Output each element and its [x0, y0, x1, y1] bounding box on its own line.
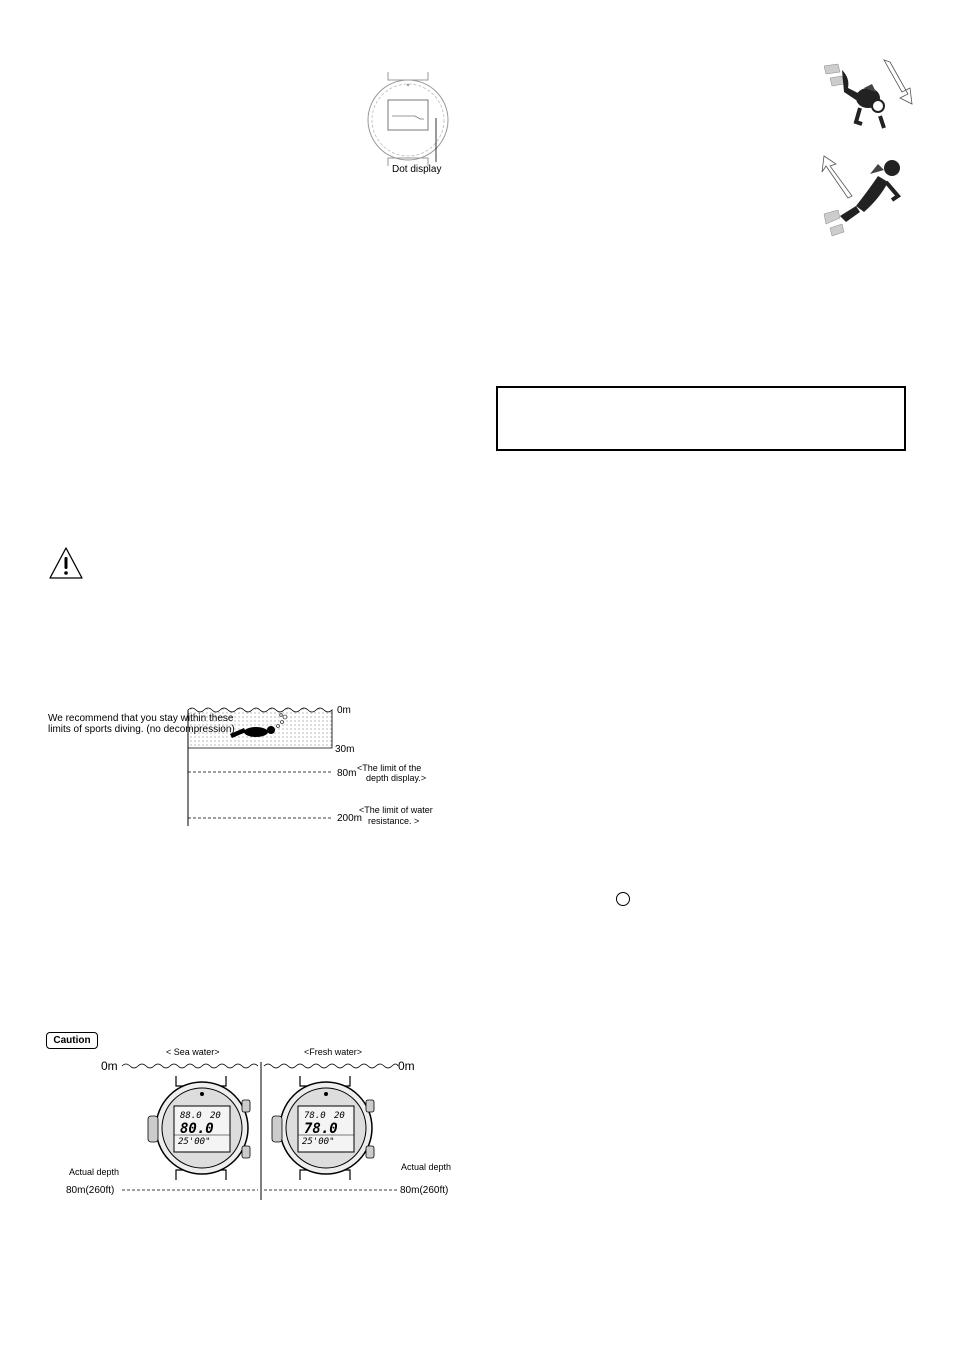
depth-80m-left-label: 80m(260ft) [66, 1185, 115, 1196]
water-resistance-limit-note-2: resistance. > [368, 816, 420, 826]
fresh-watch-dive-time: 25'00" [302, 1137, 335, 1147]
sea-watch-max-depth: 88.0 [180, 1111, 202, 1121]
caution-tag: Caution [46, 1032, 98, 1049]
recommend-line-1: We recommend that you stay within these [48, 713, 234, 724]
depth-display-limit-note-1: <The limit of the [357, 763, 422, 773]
depth-30m-label: 30m [335, 744, 355, 755]
water-resistance-limit-note-1: <The limit of water [359, 805, 433, 815]
zero-depth-left: 0m [101, 1059, 118, 1073]
sea-watch-dive-time: 25'00" [178, 1137, 211, 1147]
dot-display-label: Dot display [392, 164, 442, 175]
depth-display-limit-note-2: depth display.> [366, 773, 427, 783]
sea-watch-current-depth: 80.0 [180, 1121, 214, 1137]
recommend-line-2: limits of sports diving. (no decompression) [48, 724, 235, 735]
fresh-watch-temperature: 20 [334, 1111, 345, 1121]
actual-depth-left-label: Actual depth [69, 1167, 120, 1177]
actual-depth-right-label: Actual depth [401, 1162, 452, 1172]
fresh-watch-max-depth: 78.0 [304, 1111, 326, 1121]
sea-water-label: < Sea water> [166, 1047, 220, 1057]
sea-watch-temperature: 20 [210, 1111, 221, 1121]
depth-80m-right-label: 80m(260ft) [400, 1185, 449, 1196]
depth-200m-label: 200m [337, 813, 363, 824]
fresh-watch-current-depth: 78.0 [304, 1121, 338, 1137]
zero-depth-right: 0m [398, 1059, 415, 1073]
fresh-water-label: <Fresh water> [304, 1047, 363, 1057]
depth-80m-label: 80m [337, 768, 357, 779]
depth-0m-label: 0m [337, 705, 351, 716]
